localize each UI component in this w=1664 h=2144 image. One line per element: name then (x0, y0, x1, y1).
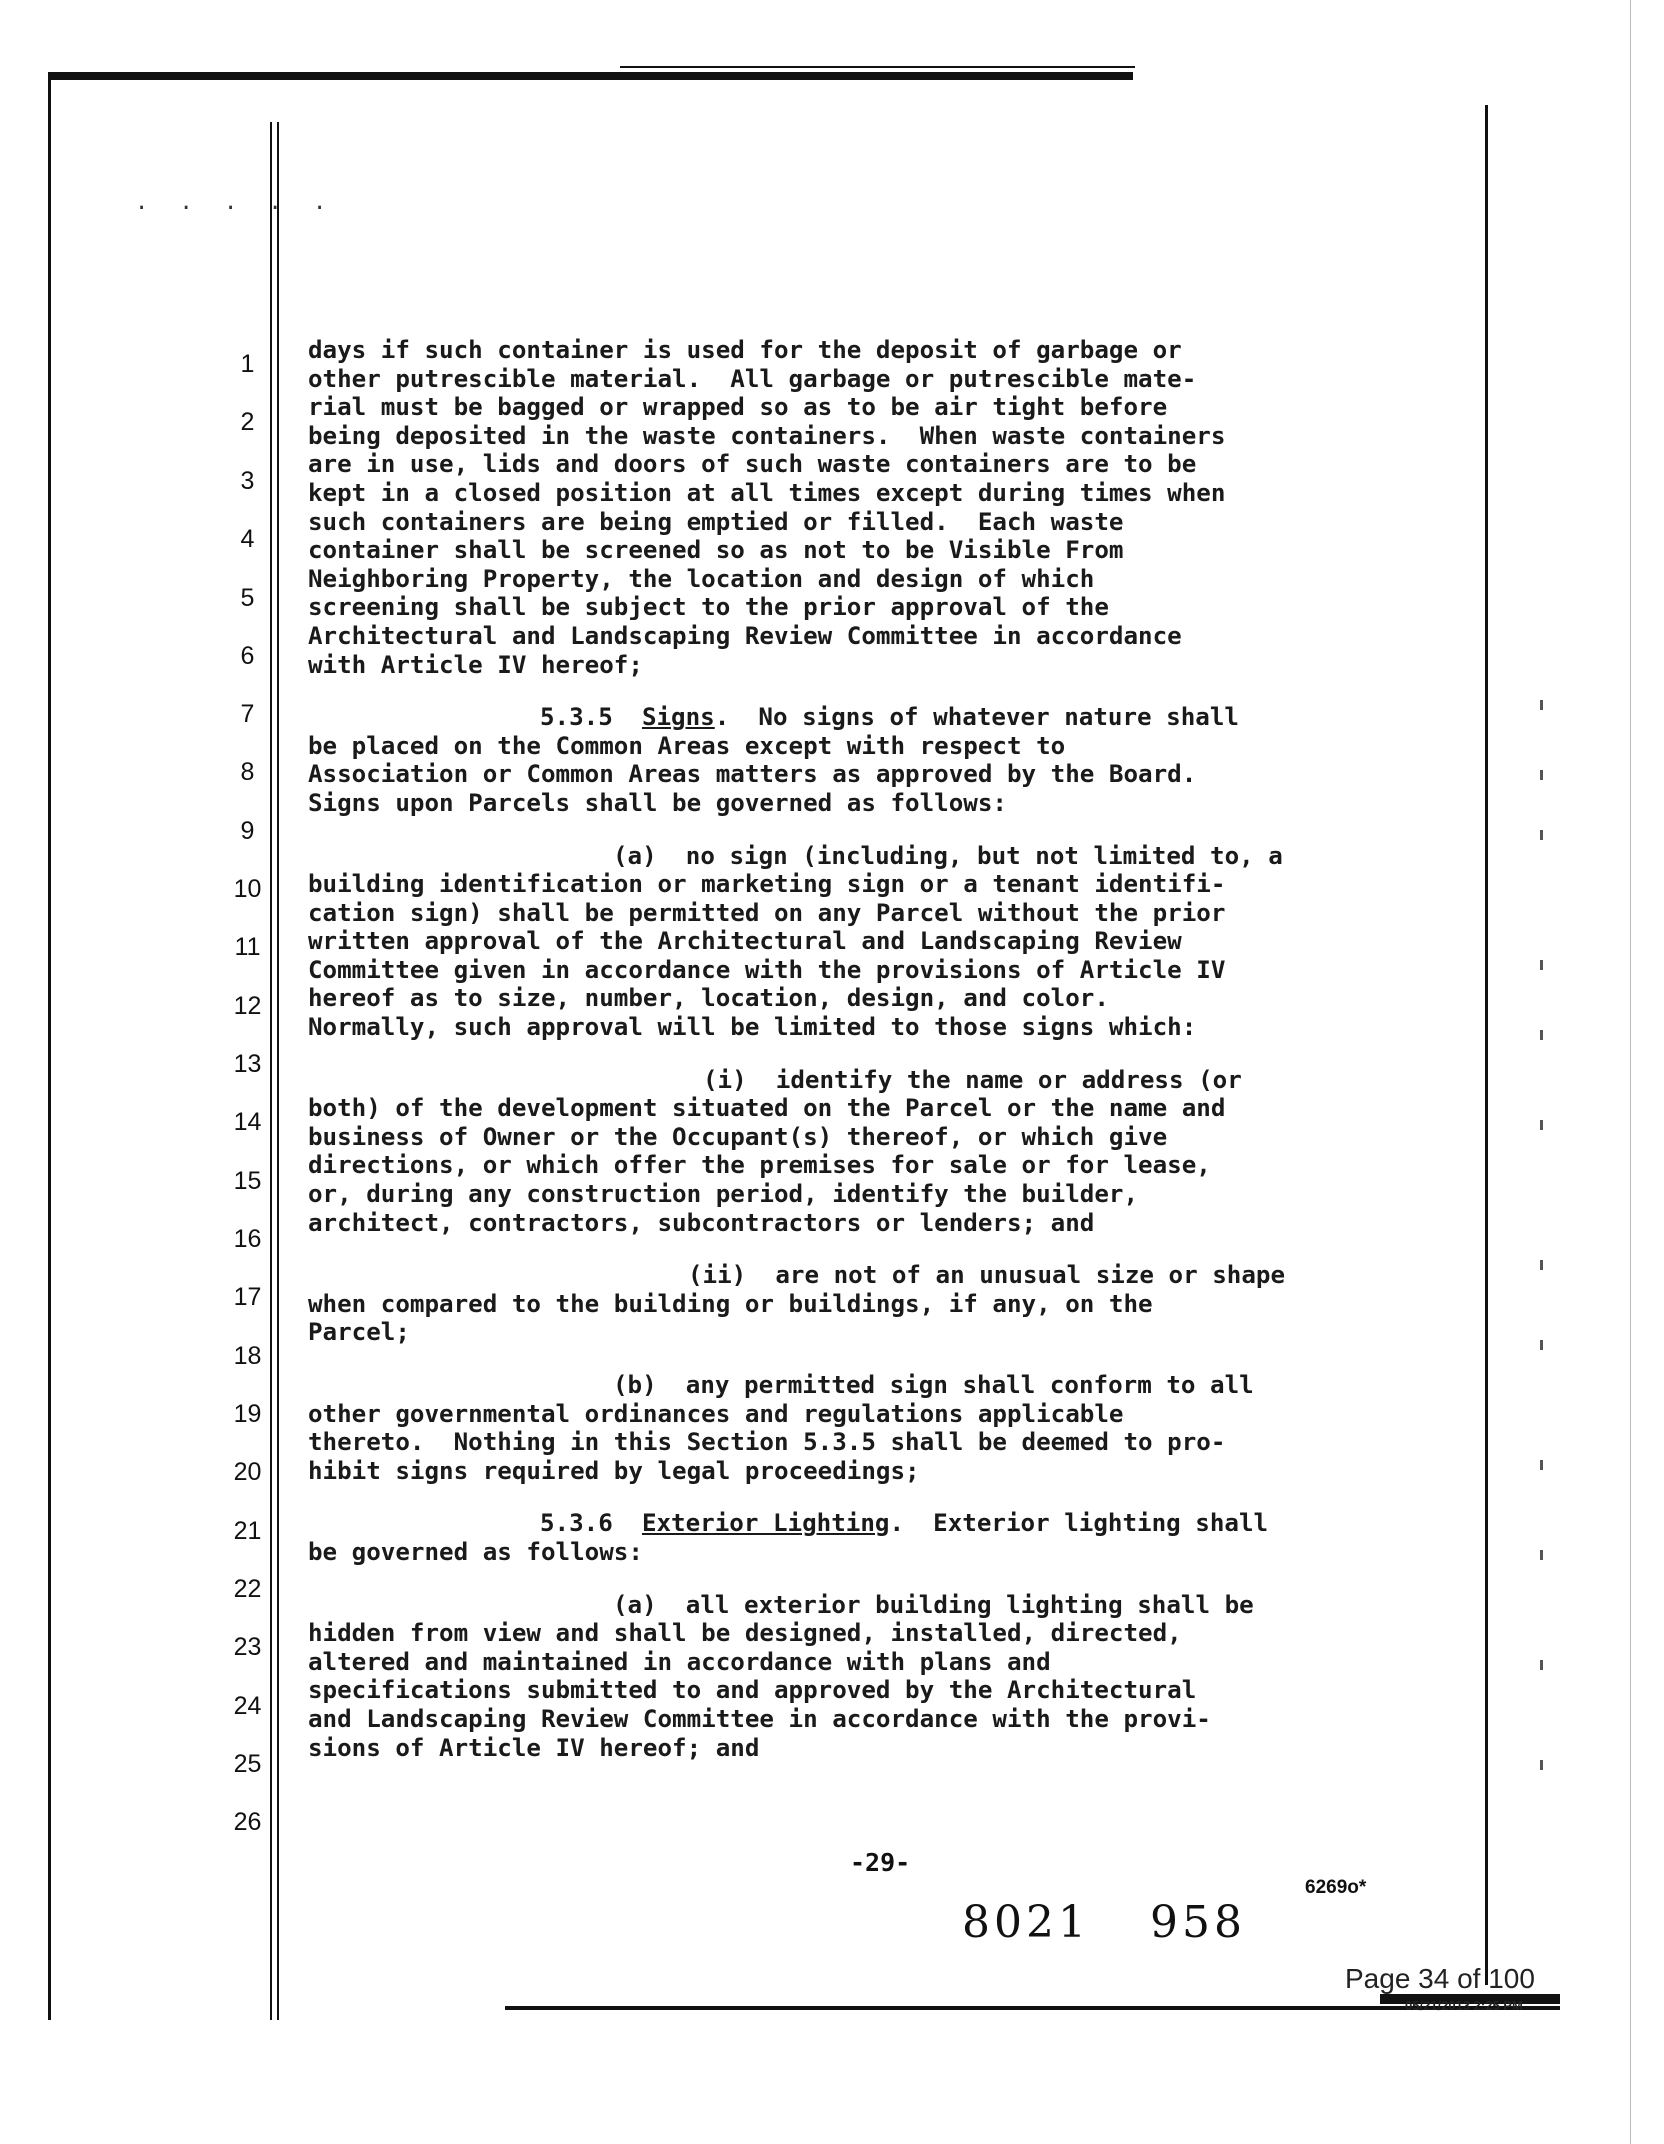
text-line: business of Owner or the Occupant(s) thereof, or which give (308, 1122, 1168, 1151)
text-line: rial must be bagged or wrapped so as to be air tight before (308, 393, 1168, 422)
text-line: Signs upon Parcels shall be governed as follows: (308, 788, 1007, 817)
text-line: hibit signs required by legal proceedings; (308, 1456, 920, 1485)
bottom-rule (505, 2006, 1560, 2010)
text-line: Normally, such approval will be limited to those signs which: (308, 1013, 1197, 1042)
text-line: directions, or which offer the premises for sale or for lease, (308, 1151, 1211, 1180)
text-line: be governed as follows: (308, 1537, 643, 1566)
text-line: (a) all exterior building lighting shall be (613, 1590, 1254, 1619)
line-number: 17 (233, 1283, 262, 1311)
line-number: 20 (233, 1458, 262, 1486)
line-number: 1 (240, 350, 255, 378)
text-line: Neighboring Property, the location and design of which (308, 564, 1095, 593)
recording-stamp (962, 1897, 1246, 1948)
document-code: 6269o* (1305, 1877, 1367, 1898)
header-dots: . . . . . (135, 190, 336, 215)
text-line: architect, contractors, subcontractors or lenders; and (308, 1208, 1095, 1237)
line-number: 26 (233, 1808, 262, 1836)
section-heading-line (308, 1509, 1448, 1538)
line-number: 23 (233, 1633, 262, 1661)
text-line: (b) any permitted sign shall conform to all (613, 1371, 1254, 1399)
line-number: 25 (233, 1750, 262, 1778)
text-line: hidden from view and shall be designed, installed, directed, (308, 1619, 1182, 1648)
line-number: 9 (240, 817, 255, 845)
text-line: (i) identify the name or address (or (703, 1065, 1242, 1094)
line-number: 13 (233, 1050, 262, 1078)
text-line: kept in a closed position at all times except during times when (308, 478, 1226, 507)
text-line: written approval of the Architectural and Landscaping Review (308, 927, 1182, 956)
line-number: 22 (233, 1575, 262, 1603)
text-line: screening shall be subject to the prior approval of the (308, 593, 1109, 622)
stamp-book: 8021 (962, 1897, 1090, 1948)
text-line: Parcel; (308, 1318, 410, 1347)
section-lead-text: . Exterior lighting shall (889, 1509, 1269, 1538)
text-line: thereto. Nothing in this Section 5.3.5 shall be deemed to pro- (308, 1428, 1226, 1457)
text-line: (ii) are not of an unusual size or shape (688, 1261, 1286, 1290)
line-number: 18 (233, 1342, 262, 1370)
text-line: Committee given in accordance with the provisions of Article IV (308, 955, 1226, 984)
text-line: such containers are being emptied or filled. Each waste (308, 507, 1124, 536)
text-line: or, during any construction period, identify the builder, (308, 1180, 1139, 1209)
line-number: 2 (240, 408, 255, 436)
text-line: days if such container is used for the deposit of garbage or (308, 336, 1182, 364)
line-number: 24 (233, 1692, 262, 1720)
margin-rule-right (277, 122, 279, 2020)
line-number: 11 (234, 933, 261, 961)
text-line: sions of Article IV hereof; and (308, 1733, 760, 1762)
section-heading: Exterior Lighting (641, 1509, 890, 1538)
text-line: Association or Common Areas matters as approved by the Board. (308, 760, 1197, 789)
text-line: both) of the development situated on the Parcel or the name and (308, 1094, 1226, 1123)
section-heading: Signs (641, 703, 715, 732)
text-line: Architectural and Landscaping Review Committee in accordance (308, 621, 1182, 650)
top-border (48, 72, 1133, 80)
text-line: other putrescible material. All garbage or putrescible mate- (308, 364, 1197, 393)
stamp-page: 958 (1149, 1897, 1246, 1948)
margin-rule-left (270, 122, 272, 2020)
line-number: 8 (240, 758, 255, 786)
line-number: 3 (240, 467, 255, 495)
text-line: (a) no sign (including, but not limited to, a (613, 841, 1283, 870)
text-line: container shall be screened so as not to be Visible From (308, 536, 1124, 565)
section-number: 5.3.6 (540, 1509, 613, 1538)
right-rule (1485, 105, 1488, 1985)
top-border-thin (620, 66, 1135, 68)
text-line: are in use, lids and doors of such waste containers are to be (308, 450, 1197, 479)
text-line: other governmental ordinances and regulations applicable (308, 1399, 1124, 1428)
text-line: altered and maintained in accordance with plans and (308, 1647, 1051, 1676)
line-number: 6 (240, 642, 255, 670)
line-number: 19 (233, 1400, 262, 1428)
text-line: cation sign) shall be permitted on any Parcel without the prior (308, 898, 1226, 927)
line-number: 5 (240, 584, 255, 612)
text-line: specifications submitted to and approved by the Architectural (308, 1676, 1197, 1705)
line-number: 10 (233, 875, 262, 903)
line-number: 15 (233, 1167, 262, 1195)
line-number: 21 (233, 1517, 262, 1545)
text-line: when compared to the building or buildings, if any, on the (308, 1289, 1153, 1318)
line-number: 12 (233, 992, 262, 1020)
text-line: hereof as to size, number, location, design, and color. (308, 984, 1109, 1013)
document-body (308, 336, 1448, 1762)
text-line: with Article IV hereof; (308, 650, 643, 679)
text-line: building identification or marketing sign or a tenant identifi- (308, 870, 1226, 899)
section-heading-line (308, 703, 1448, 732)
page-counter: Page 34 of 100 (1345, 1963, 1535, 1994)
scan-margin-marks (1540, 700, 1548, 1850)
line-number: 4 (240, 525, 255, 553)
line-number: 7 (240, 700, 255, 728)
page-number: -29- (850, 1848, 911, 1877)
text-line: and Landscaping Review Committee in accordance with the provi- (308, 1704, 1211, 1733)
line-number: 14 (233, 1108, 262, 1136)
text-line: be placed on the Common Areas except with respect to (308, 731, 1066, 760)
left-edge (48, 76, 51, 2020)
line-number: 16 (233, 1225, 262, 1253)
section-number: 5.3.5 (540, 703, 613, 732)
text-line: being deposited in the waste containers. When waste containers (308, 421, 1226, 450)
print-timestamp: 05/21/2013 2:25 PM (1405, 1998, 1523, 2013)
section-lead-text: . No signs of whatever nature shall (714, 703, 1239, 732)
far-right-edge (1630, 0, 1631, 2144)
